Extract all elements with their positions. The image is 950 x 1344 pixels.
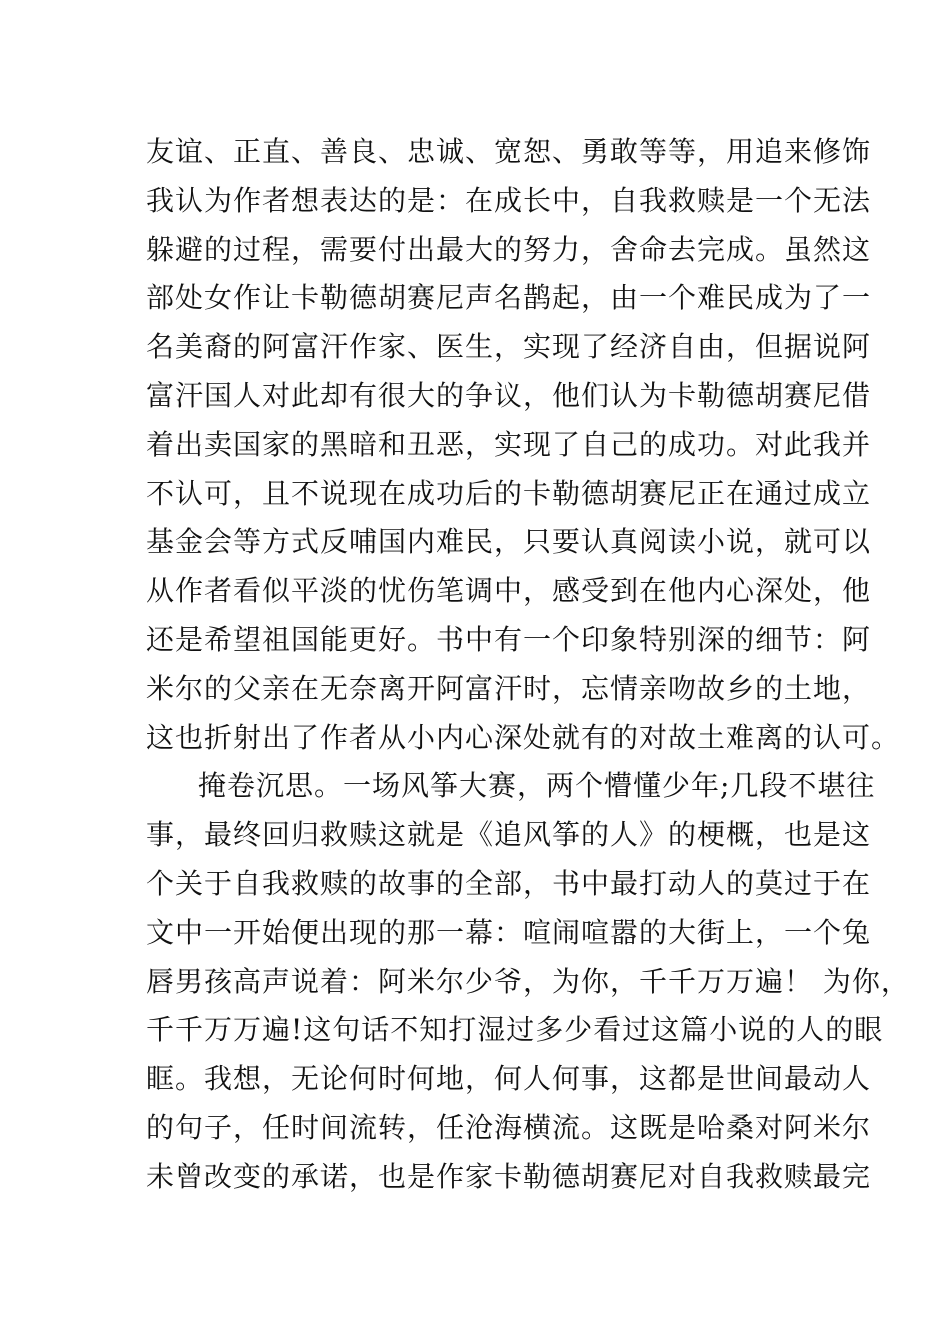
body-text <box>146 128 910 1202</box>
text-line: 唇男孩高声说着：阿米尔少爷，为你，千千万万遍！ 为你， <box>146 964 910 998</box>
text-line: 我认为作者想表达的是：在成长中，自我救赎是一个无法 <box>146 183 872 217</box>
text-line: 未曾改变的承诺，也是作家卡勒德胡赛尼对自我救赎最完 <box>146 1159 872 1193</box>
text-line: 事，最终回归救赎这就是《追风筝的人》的梗概，也是这 <box>146 818 872 852</box>
text-line: 千千万万遍!这句话不知打湿过多少看过这篇小说的人的眼 <box>146 1013 884 1047</box>
text-line: 不认可，且不说现在成功后的卡勒德胡赛尼正在通过成立 <box>146 476 872 510</box>
text-line: 友谊、正直、善良、忠诚、宽恕、勇敢等等，用追来修饰 <box>146 135 872 168</box>
text-line: 文中一开始便出现的那一幕：喧闹喧嚣的大街上，一个兔 <box>146 915 872 949</box>
text-line: 米尔的父亲在无奈离开阿富汗时，忘情亲吻故乡的土地， <box>146 671 872 705</box>
text-line: 从作者看似平淡的忧伤笔调中，感受到在他内心深处，他 <box>146 574 872 608</box>
text-line: 富汗国人对此却有很大的争议，他们认为卡勒德胡赛尼借 <box>146 378 872 412</box>
paragraph-start-line: 掩卷沉思。一场风筝大赛，两个懵懂少年;几段不堪往 <box>198 769 876 803</box>
text-line: 躲避的过程，需要付出最大的努力，舍命去完成。虽然这 <box>146 232 872 266</box>
text-line: 的句子，任时间流转，任沧海横流。这既是哈桑对阿米尔 <box>146 1110 872 1144</box>
text-line: 眶。我想，无论何时何地，何人何事，这都是世间最动人 <box>146 1062 872 1096</box>
text-line: 基金会等方式反哺国内难民，只要认真阅读小说，就可以 <box>146 525 872 559</box>
text-line: 这也折射出了作者从小内心深处就有的对故土难离的认可。 <box>146 720 901 754</box>
text-line: 名美裔的阿富汗作家、医生，实现了经济自由，但据说阿 <box>146 330 872 364</box>
text-line: 个关于自我救赎的故事的全部，书中最打动人的莫过于在 <box>146 866 872 900</box>
text-line: 着出卖国家的黑暗和丑恶，实现了自己的成功。对此我并 <box>146 427 872 461</box>
text-line: 还是希望祖国能更好。书中有一个印象特别深的细节：阿 <box>146 622 872 656</box>
text-line: 部处女作让卡勒德胡赛尼声名鹊起，由一个难民成为了一 <box>146 281 872 315</box>
